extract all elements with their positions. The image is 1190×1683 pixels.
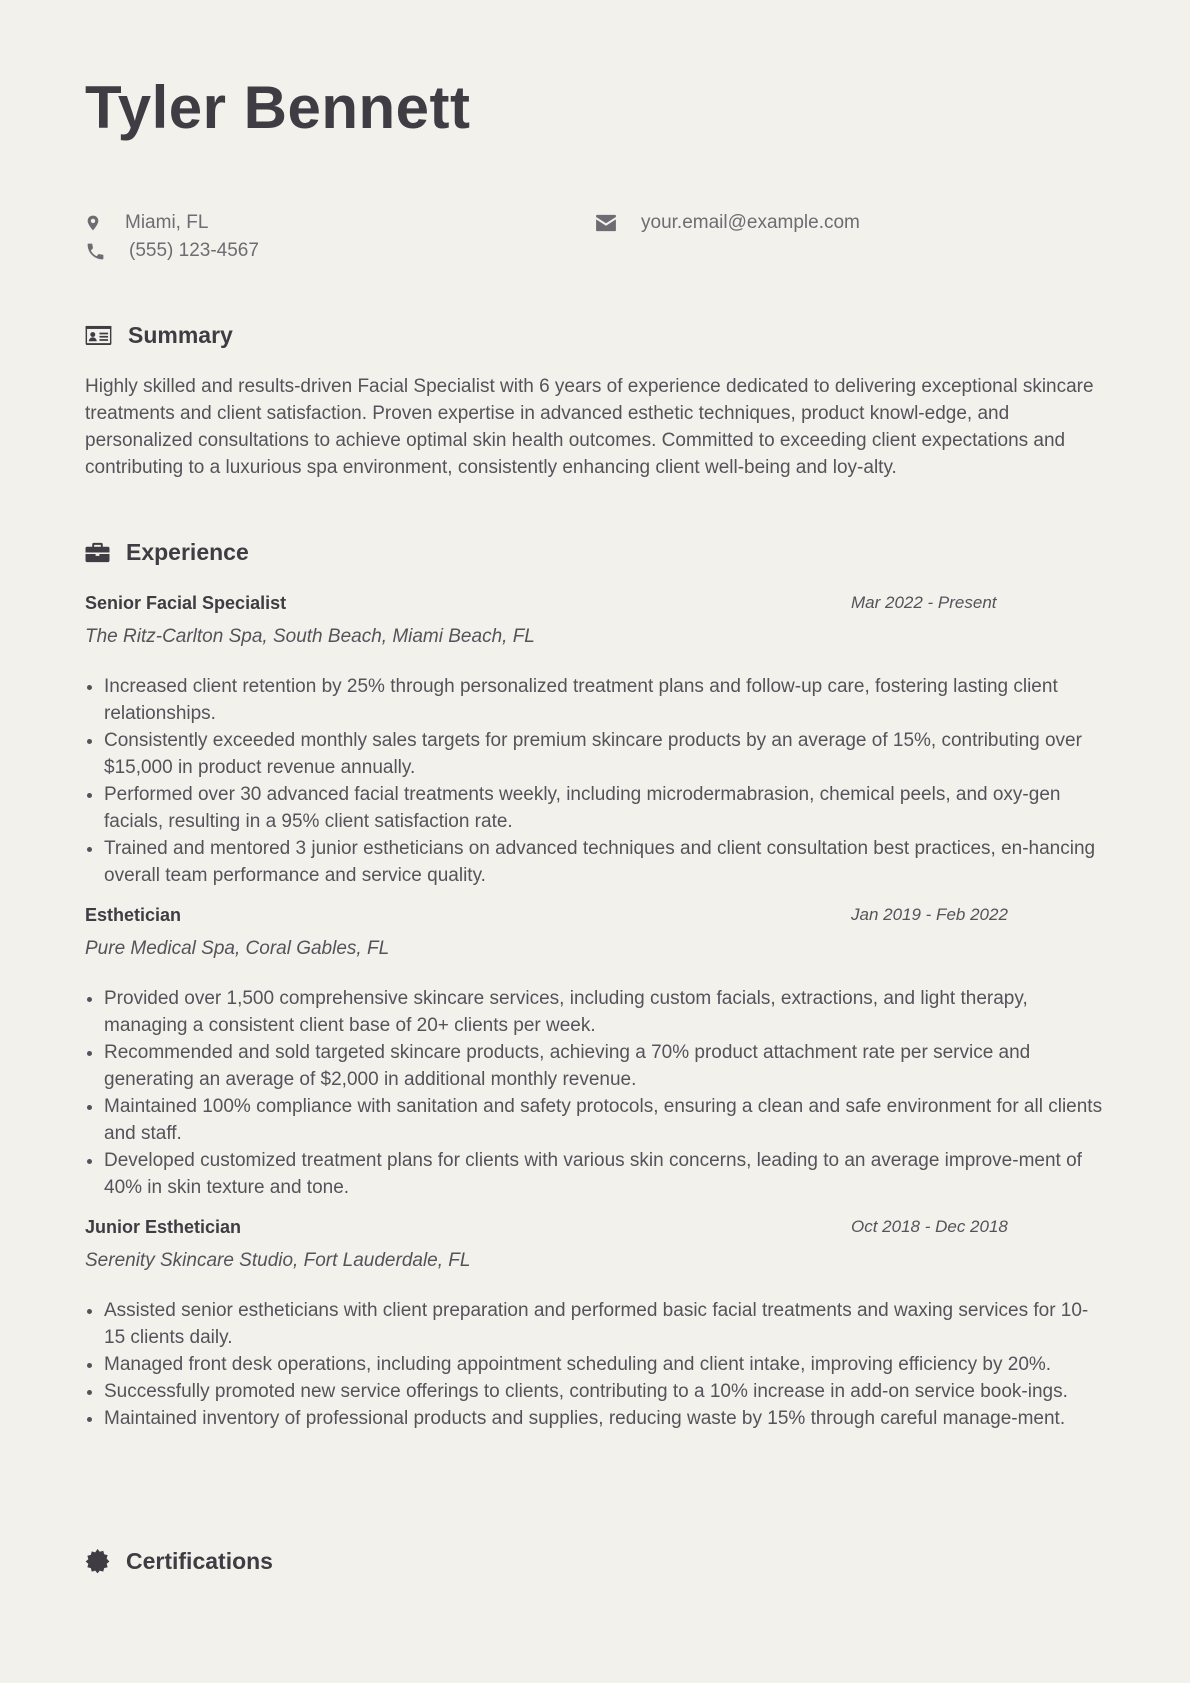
map-pin-icon — [85, 212, 101, 234]
certifications-title: Certifications — [126, 1548, 273, 1574]
summary-heading — [85, 322, 233, 349]
id-card-icon — [85, 325, 112, 346]
job-bullet-list — [85, 673, 1105, 889]
job-title: Junior Esthetician — [85, 1217, 242, 1237]
job-bullet-list — [85, 1297, 1105, 1432]
job-bullet: Assisted senior estheticians with client preparation and performed basic facial treatments and waxing services for 10-15 clients daily. — [85, 1297, 1105, 1351]
experience-title: Experience — [126, 539, 249, 565]
summary-text: Highly skilled and results-driven Facial Specialist with 6 years of experience dedicated to delivering exceptional skincare treatments and client satisfaction. Proven expertise in advanced esthetic techniques, product knowl-edge, and personalized consultations to achieve optimal skin health outcomes. Committed to exceeding client expectations and contributing to a luxurious spa environment, consistently enhancing client well-being and loy-alty. — [85, 376, 1094, 478]
job-company: Serenity Skincare Studio, Fort Lauderdale, FL — [85, 1250, 471, 1271]
experience-heading — [85, 539, 249, 566]
job-dates: Jan 2019 - Feb 2022 — [851, 905, 1008, 924]
briefcase-icon — [85, 541, 110, 564]
job-bullet: Maintained inventory of professional products and supplies, reducing waste by 15% through careful manage-ment. — [85, 1405, 1105, 1432]
contact-phone — [85, 240, 259, 262]
job-title: Senior Facial Specialist — [85, 593, 287, 613]
job-company: The Ritz-Carlton Spa, South Beach, Miami Beach, FL — [85, 626, 535, 647]
job-bullet: Recommended and sold targeted skincare products, achieving a 70% product attachment rate per service and generating an average of $2,000 in additional monthly revenue. — [85, 1039, 1105, 1093]
envelope-icon — [595, 214, 617, 232]
job-dates: Mar 2022 - Present — [851, 593, 997, 612]
job-dates: Oct 2018 - Dec 2018 — [851, 1217, 1008, 1236]
candidate-name: Tyler Bennett — [85, 74, 471, 141]
job-bullet: Maintained 100% compliance with sanitation and safety protocols, ensuring a clean and safe environment for all clients and staff. — [85, 1093, 1105, 1147]
phone-icon — [85, 241, 106, 262]
job-bullet: Consistently exceeded monthly sales targets for premium skincare products by an average of 15%, contributing over $15,000 in product revenue annually. — [85, 727, 1105, 781]
job-bullet: Provided over 1,500 comprehensive skincare services, including custom facials, extractions, and light therapy, managing a consistent client base of 20+ clients per week. — [85, 985, 1105, 1039]
job-bullet: Performed over 30 advanced facial treatments weekly, including microdermabrasion, chemical peels, and oxy-gen facials, resulting in a 95% client satisfaction rate. — [85, 781, 1105, 835]
job-bullet: Managed front desk operations, including appointment scheduling and client intake, improving efficiency by 20%. — [85, 1351, 1105, 1378]
job-bullet: Developed customized treatment plans for clients with various skin concerns, leading to an average improve-ment of 40% in skin texture and tone. — [85, 1147, 1105, 1201]
phone-text: (555) 123-4567 — [129, 240, 259, 261]
job-title: Esthetician — [85, 905, 182, 925]
summary-title: Summary — [128, 322, 233, 348]
job-bullet: Successfully promoted new service offerings to clients, contributing to a 10% increase in add-on service book-ings. — [85, 1378, 1105, 1405]
certificate-badge-icon — [85, 1549, 110, 1574]
job-bullet-list — [85, 985, 1105, 1201]
contact-email — [595, 212, 860, 234]
job-bullet: Trained and mentored 3 junior estheticians on advanced techniques and client consultation best practices, en-hancing overall team performance and service quality. — [85, 835, 1105, 889]
job-company: Pure Medical Spa, Coral Gables, FL — [85, 938, 390, 959]
job-bullet: Increased client retention by 25% through personalized treatment plans and follow-up care, fostering lasting client relationships. — [85, 673, 1105, 727]
certifications-heading — [85, 1548, 273, 1575]
contact-location — [85, 212, 208, 234]
email-text: your.email@example.com — [641, 212, 860, 233]
location-text: Miami, FL — [125, 212, 209, 233]
